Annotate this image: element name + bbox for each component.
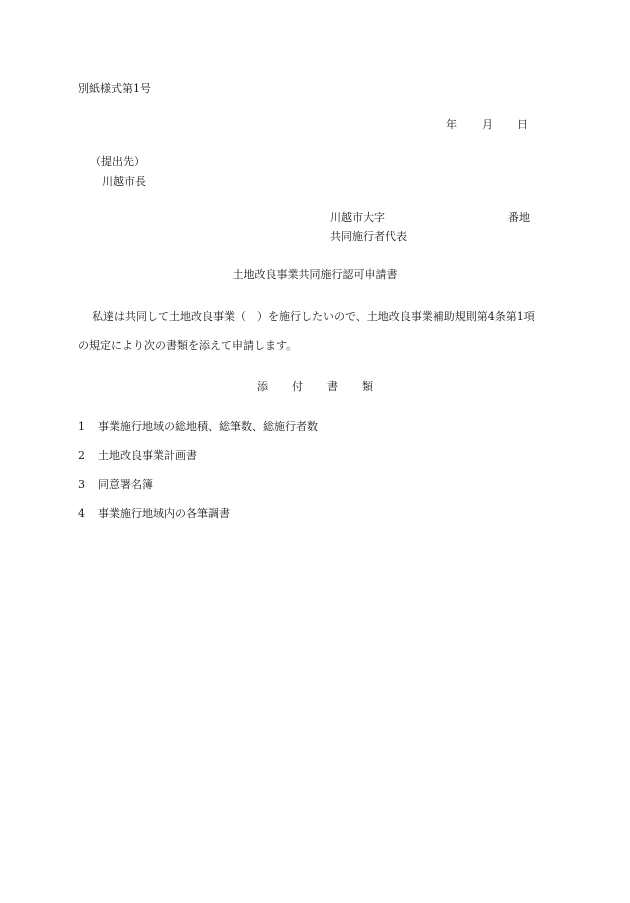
attachment-text: 事業施行地域の総地積、総筆数、総施行者数 [98,420,318,433]
attachment-item [78,420,318,434]
attachments-heading-char: 添 [257,380,268,393]
attachment-number: 4 [78,507,85,520]
attachment-number: 1 [78,420,85,433]
address-label: 川越市大字 [330,211,385,224]
attachments-heading [0,380,630,394]
attachment-item [78,507,230,521]
document-title: 土地改良事業共同施行認可申請書 [232,268,398,281]
attachments-heading-char: 付 [292,380,303,393]
recipient: 川越市長 [102,175,146,188]
date-day-label: 日 [517,118,528,131]
attachments-heading-char: 類 [362,380,373,393]
attachment-number: 3 [78,478,85,491]
attachment-text: 土地改良事業計画書 [98,449,197,462]
attachment-item [78,449,197,463]
attachment-number: 2 [78,449,85,462]
submit-to-label: （提出先） [90,155,145,168]
attachment-text: 同意署名簿 [98,478,153,491]
body-text-line-1: 私達は共同して土地改良事業（ ）を施行したいので、土地改良事業補助規則第4条第1項 [92,310,535,323]
representative-label: 共同施行者代表 [330,230,407,243]
attachment-item [78,478,153,492]
form-number: 別紙様式第1号 [78,82,151,95]
attachment-text: 事業施行地域内の各筆調書 [98,507,230,520]
banchi-label: 番地 [508,211,530,224]
body-text-line-2: の規定により次の書類を添えて申請します。 [78,339,298,352]
date-month-label: 月 [482,118,493,131]
attachments-heading-char: 書 [327,380,338,393]
date-year-label: 年 [446,118,457,131]
